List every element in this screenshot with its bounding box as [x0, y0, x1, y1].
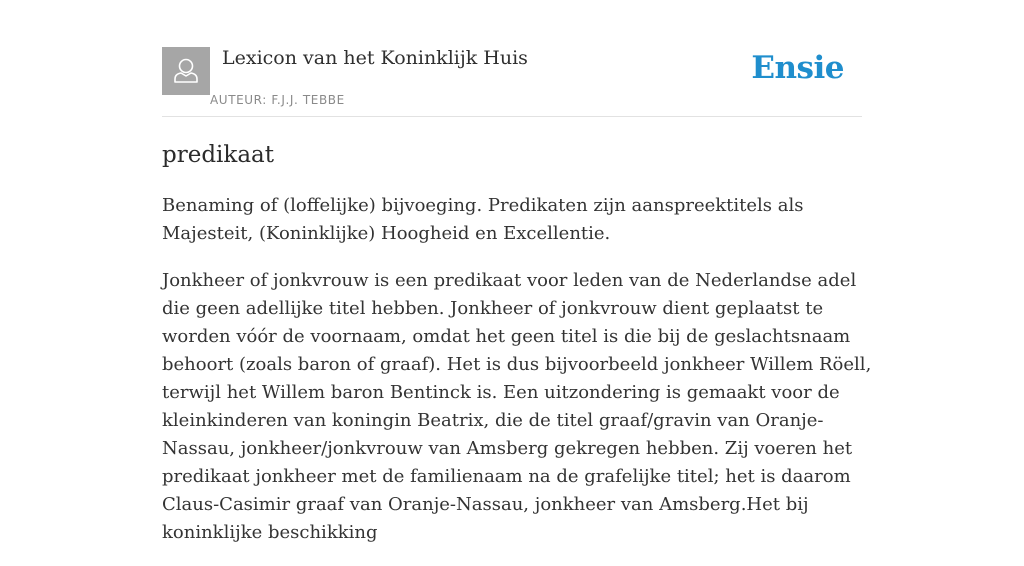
book-title-link[interactable]: Lexicon van het Koninklijk Huis	[222, 47, 528, 69]
ensie-logo-link[interactable]: Ensie	[751, 50, 844, 86]
entry-paragraph: Benaming of (loffelijke) bijvoeging. Predikaten zijn aanspreektitels als Majesteit, (Koninklijke) Hoogheid en Excellentie.	[162, 195, 804, 244]
author-line	[210, 93, 345, 107]
author-name[interactable]: F.J.J. TEBBE	[271, 93, 345, 107]
entry-content	[162, 140, 872, 566]
entry-header	[162, 46, 862, 117]
user-avatar-icon[interactable]	[162, 47, 210, 95]
person-outline-icon	[162, 47, 210, 95]
author-label: AUTEUR:	[210, 93, 267, 107]
entry-term: predikaat	[162, 142, 275, 168]
entry-paragraph: Jonkheer of jonkvrouw is een predikaat voor leden van de Nederlandse adel die geen adellijke titel hebben. Jonkheer of jonkvrouw dient geplaatst te worden vóór de voornaam, omdat het geen titel is die bij de geslachtsnaam behoort (zoals baron of graaf). Het is dus bijvoorbeeld jonkheer Willem Röell, terwijl het Willem baron Bentinck is. Een uitzondering is gemaakt voor de kleinkinderen van koningin Beatrix, die de titel graaf/gravin van Oranje-Nassau, jonkheer/jonkvrouw van Amsberg gekregen hebben. Zij voeren het predikaat jonkheer met de familienaam na de grafelijke titel; het is daarom Claus-Casimir graaf van Oranje-Nassau, jonkheer van Amsberg.Het bij koninklijke beschikking	[162, 270, 872, 543]
